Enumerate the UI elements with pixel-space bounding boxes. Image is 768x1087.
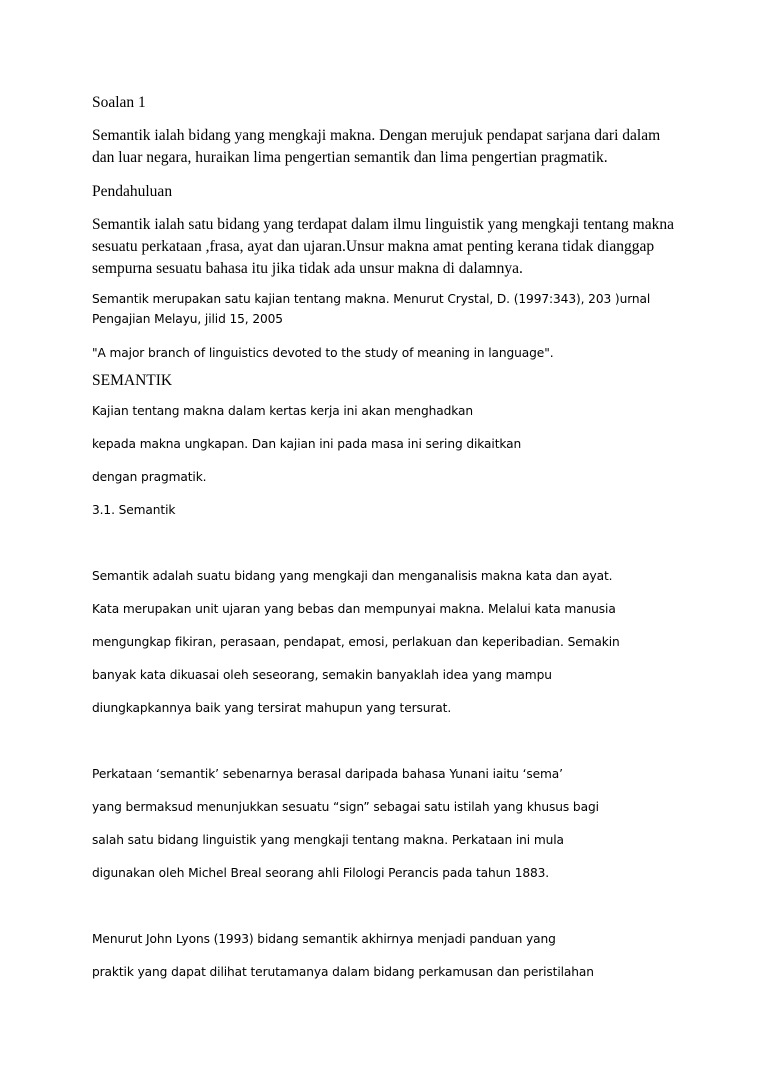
citation-line-1: Semantik merupakan satu kajian tentang makna. Menurut Crystal, D. (1997:343), 203 )urnal (92, 292, 651, 306)
heading-soalan: Soalan 1 (92, 94, 146, 111)
intro-line-3: sempurna sesuatu bahasa itu jika tidak ada unsur makna di dalamnya. (92, 260, 523, 277)
section-number: 3.1. Semantik (92, 503, 176, 517)
heading-semantik: SEMANTIK (92, 372, 173, 389)
para1-line-4: banyak kata dikuasai oleh seseorang, semakin banyaklah idea yang mampu (92, 668, 552, 682)
kajian-line-2: kepada makna ungkapan. Dan kajian ini pada masa ini sering dikaitkan (92, 437, 522, 451)
para1-line-1: Semantik adalah suatu bidang yang mengkaji dan menganalisis makna kata dan ayat. (92, 569, 613, 583)
citation-line-2: Pengajian Melayu, jilid 15, 2005 (92, 312, 283, 326)
intro-line-1: Semantik ialah satu bidang yang terdapat dalam ilmu linguistik yang mengkaji tentang makna (92, 216, 674, 233)
para2-line-3: salah satu bidang linguistik yang mengkaji tentang makna. Perkataan ini mula (92, 833, 564, 847)
para3-line-1: Menurut John Lyons (1993) bidang semantik akhirnya menjadi panduan yang (92, 932, 556, 946)
para1-line-2: Kata merupakan unit ujaran yang bebas dan mempunyai makna. Melalui kata manusia (92, 602, 616, 616)
question-line-2: dan luar negara, huraikan lima pengertian semantik dan lima pengertian pragmatik. (92, 149, 608, 166)
quote: "A major branch of linguistics devoted to the study of meaning in language". (92, 346, 554, 360)
para3-line-2: praktik yang dapat dilihat terutamanya dalam bidang perkamusan dan peristilahan (92, 965, 594, 979)
intro-line-2: sesuatu perkataan ,frasa, ayat dan ujaran.Unsur makna amat penting kerana tidak dianggap (92, 238, 655, 255)
para1-line-3: mengungkap fikiran, perasaan, pendapat, emosi, perlakuan dan keperibadian. Semakin (92, 635, 620, 649)
kajian-line-1: Kajian tentang makna dalam kertas kerja ini akan menghadkan (92, 404, 474, 418)
heading-pendahuluan: Pendahuluan (92, 183, 173, 200)
para1-line-5: diungkapkannya baik yang tersirat mahupun yang tersurat. (92, 701, 452, 715)
para2-line-1: Perkataan ‘semantik’ sebenarnya berasal daripada bahasa Yunani iaitu ‘sema’ (92, 767, 563, 781)
document-body (92, 92, 692, 982)
para2-line-4: digunakan oleh Michel Breal seorang ahli Filologi Perancis pada tahun 1883. (92, 866, 550, 880)
kajian-line-3: dengan pragmatik. (92, 470, 207, 484)
question-line-1: Semantik ialah bidang yang mengkaji makna. Dengan merujuk pendapat sarjana dari dalam (92, 127, 661, 144)
para2-line-2: yang bermaksud menunjukkan sesuatu “sign” sebagai satu istilah yang khusus bagi (92, 800, 599, 814)
